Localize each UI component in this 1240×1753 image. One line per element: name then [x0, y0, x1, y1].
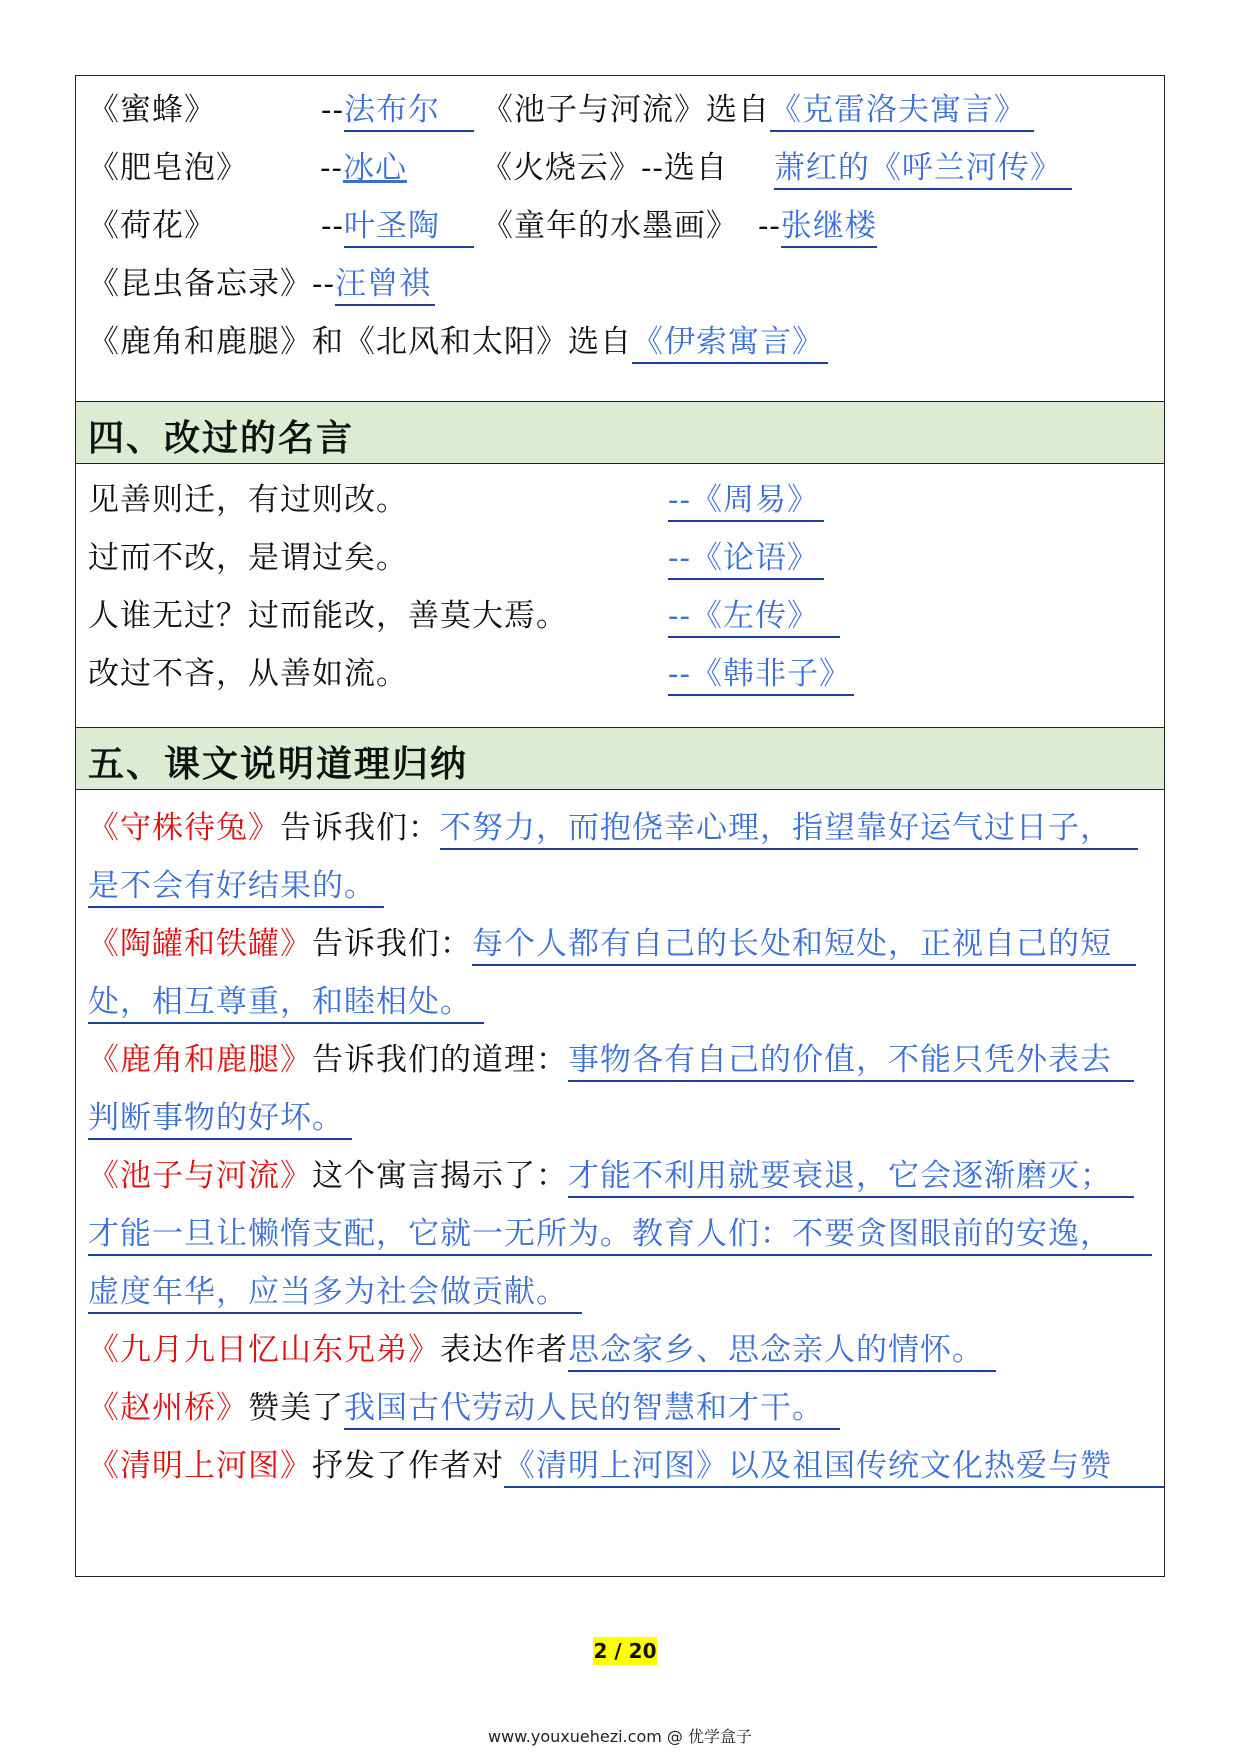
quote-text: 改过不吝，从善如流。: [88, 656, 408, 692]
lesson-verb: 赞美了: [248, 1390, 344, 1426]
lesson-answer: 处，相互尊重，和睦相处。: [88, 982, 484, 1024]
lesson-row: [88, 1040, 1134, 1082]
lesson-answer: 虚度年华，应当多为社会做贡献。: [88, 1272, 582, 1314]
text-title2: 《池子与河流》选自: [481, 92, 770, 128]
lesson-title: 《鹿角和鹿腿》: [88, 1042, 312, 1078]
lesson-verb: 告诉我们：: [280, 810, 440, 846]
lesson-answer: 《清明上河图》以及祖国传统文化热爱与赞: [504, 1446, 1164, 1488]
quote-text: 过而不改，是谓过矣。: [88, 540, 408, 576]
footer-watermark: www.youxuehezi.com @ 优学盒子: [488, 1727, 752, 1746]
answer-author: 法布尔: [344, 90, 474, 132]
lesson-verb: 表达作者: [440, 1332, 568, 1368]
section-title: 五、课文说明道理归纳: [88, 744, 469, 785]
answer-source: --《周易》: [668, 480, 824, 522]
text-title: 《昆虫备忘录》: [88, 266, 312, 302]
author-row-5: [88, 322, 828, 364]
lesson-answer: 事物各有自己的价值，不能只凭外表去: [568, 1040, 1134, 1082]
quote-row: [88, 480, 408, 520]
author-row-2: [88, 148, 1072, 190]
quote-text: 见善则迁，有过则改。: [88, 482, 408, 518]
lesson-row-cont: [88, 866, 384, 908]
lesson-answer: 思念家乡、思念亲人的情怀。: [568, 1330, 996, 1372]
lesson-row: [88, 1388, 840, 1430]
lesson-row: [88, 808, 1138, 850]
page-number: 2 / 20: [593, 1639, 657, 1663]
quote-source: [668, 538, 824, 580]
quote-text: 人谁无过？过而能改，善莫大焉。: [88, 598, 568, 634]
quote-row: [88, 596, 568, 636]
lesson-row: [88, 924, 1136, 966]
text-title: 《蜜蜂》: [88, 92, 216, 128]
lesson-verb: 告诉我们的道理：: [312, 1042, 568, 1078]
lesson-title: 《九月九日忆山东兄弟》: [88, 1332, 440, 1368]
text-sep: --: [320, 150, 343, 186]
content-frame: [75, 75, 1165, 1577]
lesson-verb: 告诉我们：: [312, 926, 472, 962]
lesson-verb: 抒发了作者对: [312, 1448, 504, 1484]
lesson-row-cont: [88, 1098, 352, 1140]
lesson-answer: 不努力，而抱侥幸心理，指望靠好运气过日子，: [440, 808, 1138, 850]
quote-row: [88, 538, 408, 578]
section-title: 四、改过的名言: [88, 418, 355, 459]
answer-source: --《左传》: [668, 596, 840, 638]
quote-source: [668, 654, 854, 696]
answer-source: 萧红的《呼兰河传》: [774, 148, 1072, 190]
text-title2: 《童年的水墨画》: [481, 208, 738, 244]
lesson-title: 《陶罐和铁罐》: [88, 926, 312, 962]
answer-author: 冰心: [342, 150, 407, 186]
lesson-answer: 每个人都有自己的长处和短处，正视自己的短: [472, 924, 1136, 966]
answer-source: --《韩非子》: [668, 654, 854, 696]
lesson-title: 《守株待兔》: [88, 810, 280, 846]
text-title: 《荷花》: [88, 208, 216, 244]
section-header-4: [76, 401, 1164, 464]
text-sep: --: [757, 208, 781, 244]
text-sep: --: [312, 266, 335, 302]
text-sep: --: [321, 208, 344, 244]
lesson-title: 《赵州桥》: [88, 1390, 248, 1426]
author-row-1: [88, 90, 1034, 132]
lesson-answer: 我国古代劳动人民的智慧和才干。: [344, 1388, 840, 1430]
quote-source: [668, 480, 824, 522]
lesson-row-cont: [88, 1214, 1152, 1256]
lesson-row-cont: [88, 1272, 582, 1314]
text-title: 《鹿角和鹿腿》和《北风和太阳》选自: [88, 324, 632, 360]
text-sep: --: [321, 92, 344, 128]
lesson-answer: 才能不利用就要衰退，它会逐渐磨灭；: [568, 1156, 1134, 1198]
answer-source: 《克雷洛夫寓言》: [770, 90, 1034, 132]
lesson-answer: 是不会有好结果的。: [88, 866, 384, 908]
answer-source: 《伊索寓言》: [632, 322, 828, 364]
answer-author: 叶圣陶: [344, 206, 474, 248]
section-header-5: [76, 727, 1164, 790]
lesson-row: [88, 1330, 996, 1372]
lesson-title: 《池子与河流》: [88, 1158, 312, 1194]
text-title: 《肥皂泡》: [88, 150, 248, 186]
text-title2: 《火烧云》--选自: [480, 150, 728, 186]
lesson-verb: 这个寓言揭示了：: [312, 1158, 568, 1194]
lesson-title: 《清明上河图》: [88, 1448, 312, 1484]
lesson-answer: 才能一旦让懒惰支配，它就一无所为。教育人们：不要贪图眼前的安逸，: [88, 1214, 1152, 1256]
author-row-4: [88, 264, 435, 306]
answer-source: 张继楼: [781, 206, 877, 248]
answer-author: 汪曾祺: [335, 264, 435, 306]
quote-row: [88, 654, 408, 694]
lesson-row: [88, 1446, 1164, 1488]
quote-source: [668, 596, 840, 638]
author-row-3: [88, 206, 877, 248]
lesson-answer: 判断事物的好坏。: [88, 1098, 352, 1140]
lesson-row-cont: [88, 982, 484, 1024]
lesson-row: [88, 1156, 1134, 1198]
answer-source: --《论语》: [668, 538, 824, 580]
